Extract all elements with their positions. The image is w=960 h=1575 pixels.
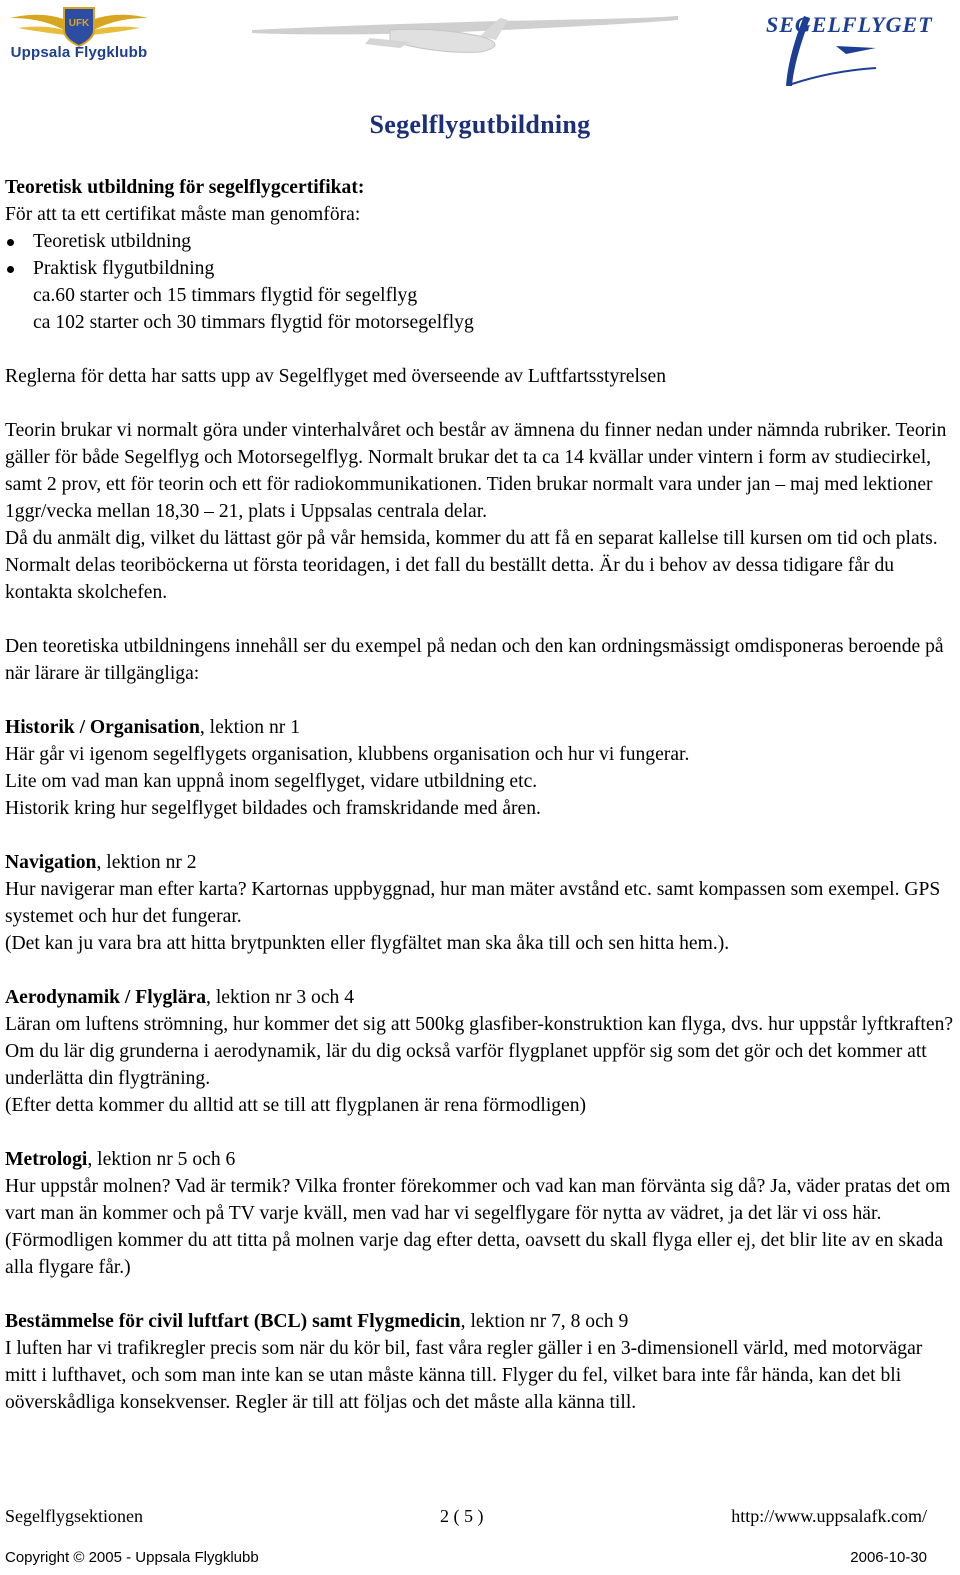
lesson-text: Här går vi igenom segelflygets organisation, klubbens organisation och hur vi fungerar. xyxy=(5,744,690,765)
lesson-text: Hur uppstår molnen? Vad är termik? Vilka fronter förekommer och vad kan man förvänta sig då? Ja, väder pratas det om vart man än kommer och på TV varje kväll, men vad har vi segelflygare för nytta av vädret, ja det lär vi oss här. xyxy=(5,1176,951,1224)
lesson-number: , lektion nr 7, 8 och 9 xyxy=(460,1311,629,1332)
requirements-list xyxy=(5,228,957,282)
lesson-text: (Förmodligen kommer du att titta på molnen varje dag efter detta, oavsett du skall flyga eller ej, det blir lite av en skada alla flygare får.) xyxy=(5,1230,944,1278)
footer-url-link[interactable]: http://www.uppsalafk.com/ xyxy=(731,1506,927,1526)
lesson-text: I luften har vi trafikregler precis som när du kör bil, fast våra regler gäller i en 3-dimensionell värld, med motorvägar mitt i lufthavet, och som man inte kan se utan måste känna till. Flyger du fel, vilket bara inte får hända, kan det bli oöverskådliga konsekvenser. Regler är till att följas och det måste alla känna till. xyxy=(5,1338,923,1413)
lesson-title: Bestämmelse för civil luftfart (BCL) samt Flygmedicin xyxy=(5,1311,461,1332)
lesson-text: Historik kring hur segelflyget bildades och framskridande med åren. xyxy=(5,798,541,819)
lesson-text: (Det kan ju vara bra att hitta brytpunkten eller flygfältet man ska åka till och sen hitta hem.). xyxy=(5,933,730,954)
lesson-number: , lektion nr 5 och 6 xyxy=(87,1149,236,1170)
club-logo-text: Uppsala Flygklubb xyxy=(10,44,148,61)
lesson-section xyxy=(5,714,957,822)
lesson-heading xyxy=(5,1308,957,1335)
lesson-text: Läran om luftens strömning, hur kommer det sig att 500kg glasfiber-konstruktion kan flyga, dvs. hur uppstår lyftkraften? Om du lär dig grunderna i aerodynamik, lär du dig också varför flygplanet uppför sig som det gör och det kommer att underlätta din flygträning. xyxy=(5,1014,954,1089)
lesson-text: Lite om vad man kan uppnå inom segelflyget, vidare utbildning etc. xyxy=(5,771,538,792)
lesson-section xyxy=(5,849,957,957)
lesson-heading xyxy=(5,849,957,876)
intro-lead: För att ta ett certifikat måste man genomföra: xyxy=(5,204,361,225)
lesson-section xyxy=(5,984,957,1119)
theory-paragraph: Teorin brukar vi normalt göra under vinterhalvåret och består av ämnena du finner nedan under nämnda rubriker. Teorin gäller för både Segelflyg och Motorsegelflyg. Normalt brukar det ta ca 14 kvällar under vintern i form av studiecirkel, samt 2 prov, ett för teorin och ett för radiokommunikationen. Tiden brukar normalt vara under jan – maj med lektioner 1ggr/vecka mellan 18,30 – 21, plats i Uppsalas centrala delar. xyxy=(5,420,947,522)
document-body xyxy=(5,174,957,1416)
flight-requirement: ca 102 starter och 30 timmars flygtid för motorsegelflyg xyxy=(33,312,474,333)
lesson-title: Historik / Organisation xyxy=(5,717,200,738)
lesson-title: Aerodynamik / Flyglära xyxy=(5,987,207,1008)
glider-illustration xyxy=(250,8,680,63)
lesson-text: Hur navigerar man efter karta? Kartornas uppbyggnad, hur man mäter avstånd etc. samt kompassen som exempel. GPS systemet och hur det fungerar. xyxy=(5,879,941,927)
copyright-bar xyxy=(5,1547,927,1569)
document-date: 2006-10-30 xyxy=(850,1549,927,1566)
flight-requirement: ca.60 starter och 15 timmars flygtid för segelflyg xyxy=(33,285,418,306)
lesson-title: Metrologi xyxy=(5,1149,88,1170)
lesson-heading xyxy=(5,714,957,741)
page-number: 2 ( 5 ) xyxy=(440,1506,484,1526)
list-item: Praktisk flygutbildning xyxy=(5,255,957,282)
signup-paragraph: Då du anmält dig, vilket du lättast gör på vår hemsida, kommer du att få en separat kallelse till kursen om tid och plats. Normalt delas teoriböckerna ut första teoridagen, i det fall du beställt detta. Är du i behov av dessa tidigare får du kontakta skolchefen. xyxy=(5,528,938,603)
lesson-number: , lektion nr 2 xyxy=(96,852,197,873)
lesson-title: Navigation xyxy=(5,852,97,873)
lesson-heading xyxy=(5,1146,957,1173)
footer-section: Segelflygsektionen xyxy=(5,1506,143,1526)
list-item: Teoretisk utbildning xyxy=(5,228,957,255)
rules-paragraph: Reglerna för detta har satts upp av Segelflyget med överseende av Luftfartsstyrelsen xyxy=(5,366,667,387)
copyright-text: Copyright © 2005 - Uppsala Flygklubb xyxy=(5,1549,259,1566)
uppsala-flygklubb-logo xyxy=(4,4,154,66)
lesson-heading xyxy=(5,984,957,1011)
page-footer xyxy=(5,1503,927,1530)
page-header xyxy=(0,0,960,150)
glider-swoosh-icon xyxy=(766,6,936,92)
association-logo-text: SEGELFLYGET xyxy=(766,12,933,37)
segelflyget-logo xyxy=(766,6,936,92)
lesson-number: , lektion nr 3 och 4 xyxy=(206,987,355,1008)
lesson-number: , lektion nr 1 xyxy=(199,717,301,738)
content-paragraph: Den teoretiska utbildningens innehåll ser du exempel på nedan och den kan ordningsmässigt omdisponeras beroende på när lärare är tillgängliga: xyxy=(5,636,944,684)
lesson-section xyxy=(5,1146,957,1281)
badge-text: UFK xyxy=(68,18,90,29)
lesson-text: (Efter detta kommer du alltid att se till att flygplanen är rena förmodligen) xyxy=(5,1095,587,1116)
lesson-section xyxy=(5,1308,957,1416)
section-heading: Teoretisk utbildning för segelflygcertifikat: xyxy=(5,177,365,198)
page-title: Segelflygutbildning xyxy=(369,110,591,139)
winged-badge-icon xyxy=(4,4,154,48)
